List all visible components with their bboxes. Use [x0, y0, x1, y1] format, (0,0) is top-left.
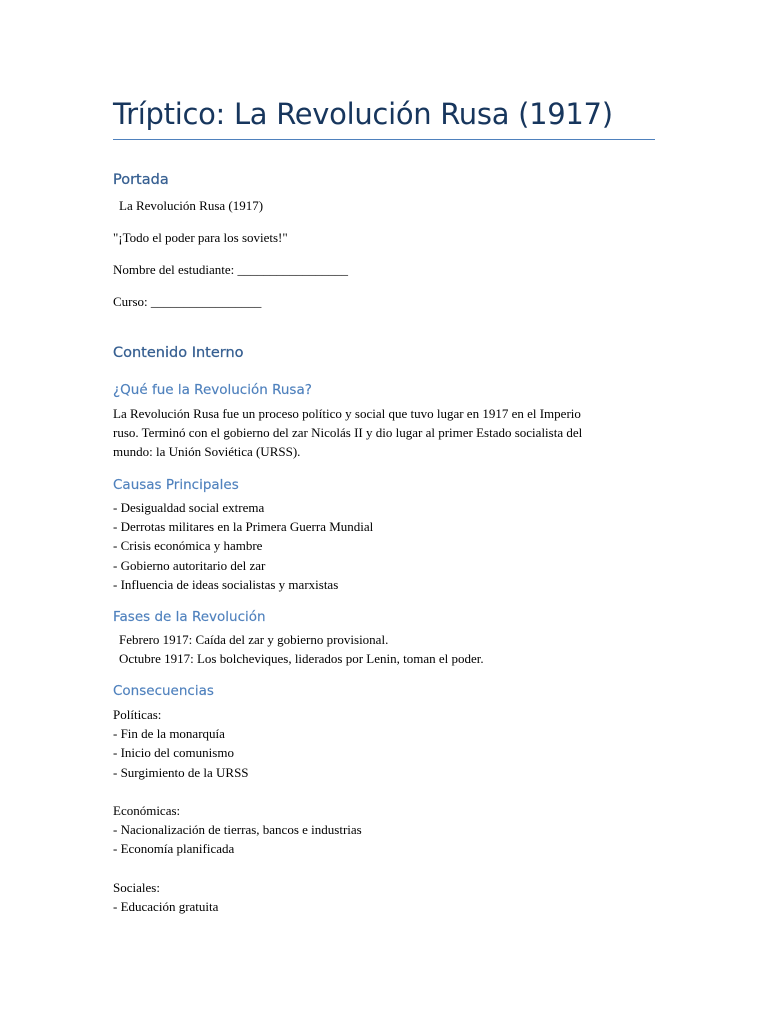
- list-item: - Inicio del comunismo: [113, 745, 234, 761]
- consecuencias-economicas-list: [113, 801, 362, 859]
- causas-list: [113, 498, 373, 594]
- que-fue-paragraph: [113, 404, 643, 461]
- list-item: - Fin de la monarquía: [113, 726, 225, 742]
- list-item: - Gobierno autoritario del zar: [113, 557, 266, 573]
- heading-que-fue: ¿Qué fue la Revolución Rusa?: [113, 382, 312, 398]
- list-item: - Nacionalización de tierras, bancos e industrias: [113, 822, 362, 838]
- heading-portada: Portada: [113, 172, 169, 188]
- list-item: - Crisis económica y hambre: [113, 538, 263, 554]
- list-label: Económicas:: [113, 803, 181, 818]
- paragraph-line: mundo: la Unión Soviética (URSS).: [113, 444, 301, 459]
- heading-causas: Causas Principales: [113, 477, 239, 493]
- heading-contenido-interno: Contenido Interno: [113, 345, 244, 361]
- heading-consecuencias: Consecuencias: [113, 683, 214, 699]
- consecuencias-politicas-list: [113, 705, 249, 782]
- portada-subtitle: La Revolución Rusa (1917): [119, 198, 264, 213]
- paragraph-line: ruso. Terminó con el gobierno del zar Nicolás II y dio lugar al primer Estado socialista del: [113, 425, 583, 440]
- list-item: - Derrotas militares en la Primera Guerra Mundial: [113, 519, 374, 535]
- list-item: - Economía planificada: [113, 841, 235, 857]
- title-underline: [113, 139, 655, 140]
- fases-list: [113, 630, 484, 668]
- list-item: - Educación gratuita: [113, 899, 219, 915]
- document-title: Tríptico: La Revolución Rusa (1917): [113, 97, 613, 131]
- course-field: Curso: _________________: [113, 294, 262, 309]
- student-name-field: Nombre del estudiante: _________________: [113, 262, 349, 277]
- portada-slogan: "¡Todo el poder para los soviets!": [113, 230, 288, 245]
- list-item: - Desigualdad social extrema: [113, 500, 265, 515]
- list-label: Políticas:: [113, 707, 162, 722]
- heading-fases: Fases de la Revolución: [113, 609, 266, 625]
- list-item: Febrero 1917: Caída del zar y gobierno provisional.: [119, 632, 389, 647]
- list-item: - Surgimiento de la URSS: [113, 764, 249, 780]
- consecuencias-sociales-list: [113, 878, 218, 916]
- list-item: Octubre 1917: Los bolcheviques, liderados por Lenin, toman el poder.: [119, 651, 484, 667]
- paragraph-line: La Revolución Rusa fue un proceso político y social que tuvo lugar en 1917 en el Imperio: [113, 406, 581, 421]
- list-label: Sociales:: [113, 880, 160, 895]
- list-item: - Influencia de ideas socialistas y marxistas: [113, 576, 339, 592]
